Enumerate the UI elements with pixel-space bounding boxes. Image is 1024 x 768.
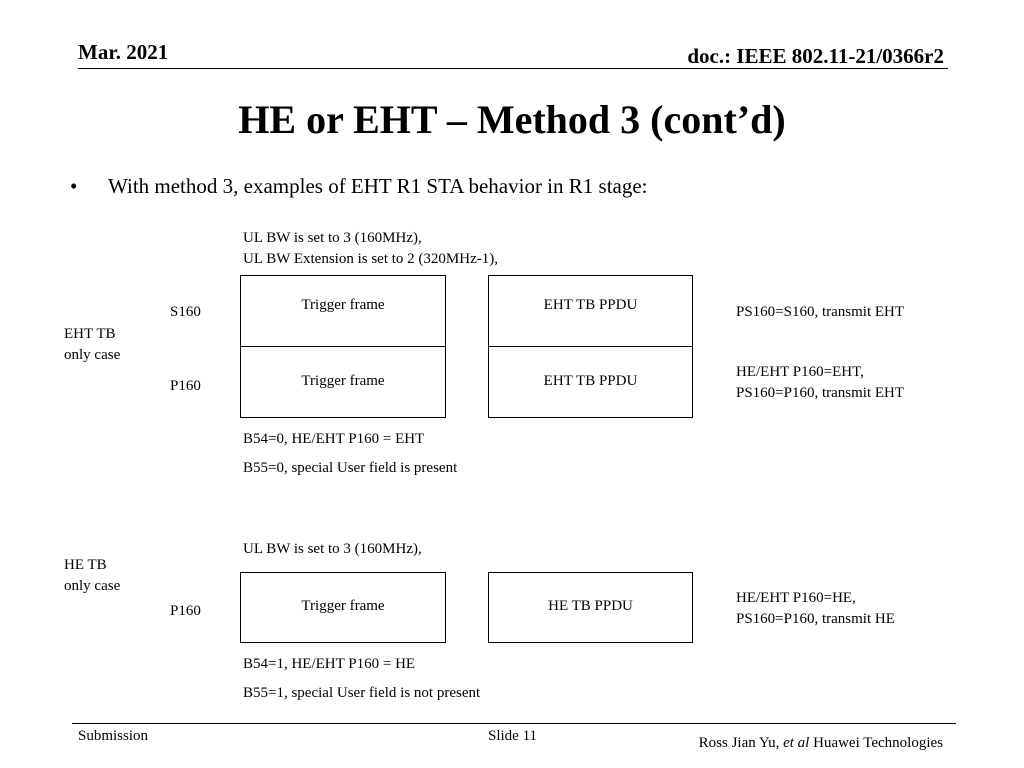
eht-p160-trigger-frame-box [240, 346, 446, 418]
header-date: Mar. 2021 [78, 40, 169, 64]
eht-row-p160-label: P160 [170, 378, 201, 394]
eht-p160-result-line1: HE/EHT P160=EHT, [736, 364, 864, 380]
eht-p160-ppdu-text: EHT TB PPDU [543, 373, 638, 389]
eht-s160-trigger-text: Trigger frame [301, 296, 385, 313]
footer-author [699, 735, 943, 752]
footer-submission: Submission [78, 728, 149, 744]
eht-config-line1: UL BW is set to 3 (160MHz), [243, 230, 422, 246]
footer-slide-number: Slide 11 [488, 728, 538, 744]
eht-b54-note: B54=0, HE/EHT P160 = EHT [243, 431, 425, 447]
eht-p160-ppdu-box [488, 346, 693, 418]
he-p160-trigger-frame-box [240, 572, 446, 643]
eht-s160-ppdu-text: EHT TB PPDU [543, 296, 638, 313]
he-b54-note: B54=1, HE/EHT P160 = HE [243, 656, 416, 672]
eht-s160-result: PS160=S160, transmit EHT [736, 304, 905, 320]
he-p160-ppdu-text: HE TB PPDU [548, 598, 633, 614]
eht-config-line2: UL BW Extension is set to 2 (320MHz-1), [243, 251, 498, 267]
footer-rule [72, 723, 956, 724]
eht-case-label-line2: only case [64, 347, 121, 363]
he-b55-note: B55=1, special User field is not present [243, 685, 481, 701]
eht-b55-note: B55=0, special User field is present [243, 460, 458, 476]
he-p160-trigger-text: Trigger frame [301, 598, 385, 614]
eht-p160-trigger-text: Trigger frame [301, 373, 385, 389]
he-config-line1: UL BW is set to 3 (160MHz), [243, 541, 422, 557]
bullet-marker: • [70, 174, 78, 198]
he-p160-ppdu-box [488, 572, 693, 643]
footer-author-name: Ross Jian Yu, [698, 735, 784, 751]
header-doc-id: doc.: IEEE 802.11-21/0366r2 [687, 44, 944, 68]
eht-p160-result-line2: PS160=P160, transmit EHT [736, 385, 905, 401]
eht-s160-ppdu-box [488, 275, 693, 347]
footer-author-org: Huawei Technologies [809, 735, 943, 751]
bullet-text: With method 3, examples of EHT R1 STA behavior in R1 stage: [108, 174, 648, 198]
header-rule [78, 68, 948, 69]
he-p160-result-line1: HE/EHT P160=HE, [736, 590, 856, 606]
eht-row-s160-label: S160 [170, 304, 201, 320]
eht-case-label-line1: EHT TB [64, 326, 116, 342]
he-p160-result-line2: PS160=P160, transmit HE [736, 611, 895, 627]
slide-title: HE or EHT – Method 3 (cont’d) [238, 97, 786, 142]
eht-s160-trigger-frame-box [240, 275, 446, 347]
footer-author-etal: et al [783, 735, 810, 751]
he-row-p160-label: P160 [170, 603, 201, 619]
he-case-label-line1: HE TB [64, 557, 107, 573]
he-case-label-line2: only case [64, 578, 121, 594]
